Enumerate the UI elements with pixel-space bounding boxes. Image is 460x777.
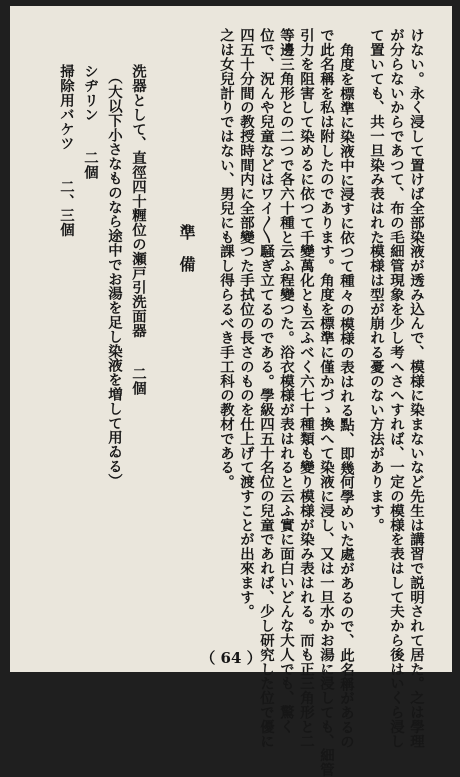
materials-line-3: シヂリン 二個 [82, 64, 99, 180]
materials-line-2: （大以下小さなものなら途中でお湯を足し染液を増して用ゐる） [106, 70, 123, 488]
body-line-10: 之は女兒計りではない、男兒にも課し得らるべき手工科の教材である。 [218, 28, 235, 489]
materials-line-1: 洗器として、直徑四十糎位の瀬戸引洗面器 二個 [130, 64, 147, 396]
document-page [10, 6, 452, 777]
body-line-5: で此名稱を私は附したのであります。角度を標準に僅かづゝ換へて染液に浸し、又は一旦水かお湯に浸しても、細管 [318, 28, 335, 777]
section-heading: 準 備 [177, 224, 196, 272]
body-line-2: が分らないからであつて、布の毛細管現象を少し考へさへすれば、一定の模様を表はして夫から後はいくら浸し [388, 28, 405, 748]
body-line-6: 引力を阻害して染めるに依つて千變萬化とも云ふべく六七十種類も變り模様が染み表はれる。而も正三角形と二 [298, 28, 315, 748]
materials-line-4: 掃除用バケツ 二、三個 [58, 64, 75, 237]
body-line-8: 位で、況んや兒童などはワイ〳〵騒ぎ立てるのである。學級四五十名位の兒童であれば、少し研究した位で優に [258, 28, 275, 748]
page-number: （ 64 ） [200, 649, 262, 667]
body-line-9: 四五十分間の教授時間内に全部變つた手拭位の長さのものを仕上げて渡すことが出來ます。 [238, 28, 255, 619]
body-line-1: けない。永く浸して置けば全部染液が透み込んで、模様に染まないなど先生は講習で説明されて居た。之は學理 [408, 28, 425, 748]
body-line-7: 等邊三角形との二つで各六十種と云ふ程變つた。浴衣模様が表はれると云ふ實に面白いどんな大人でも、驚く [278, 28, 295, 734]
body-line-4: 角度を標準に染液中に浸すに依つて種々の模様の表はれる點、即幾何學めいた處があるので、此名稱があるの [338, 43, 355, 749]
body-line-3: て置いても、共一旦染み表はれた模様は型が崩れる憂のない方法があります。 [368, 28, 385, 532]
